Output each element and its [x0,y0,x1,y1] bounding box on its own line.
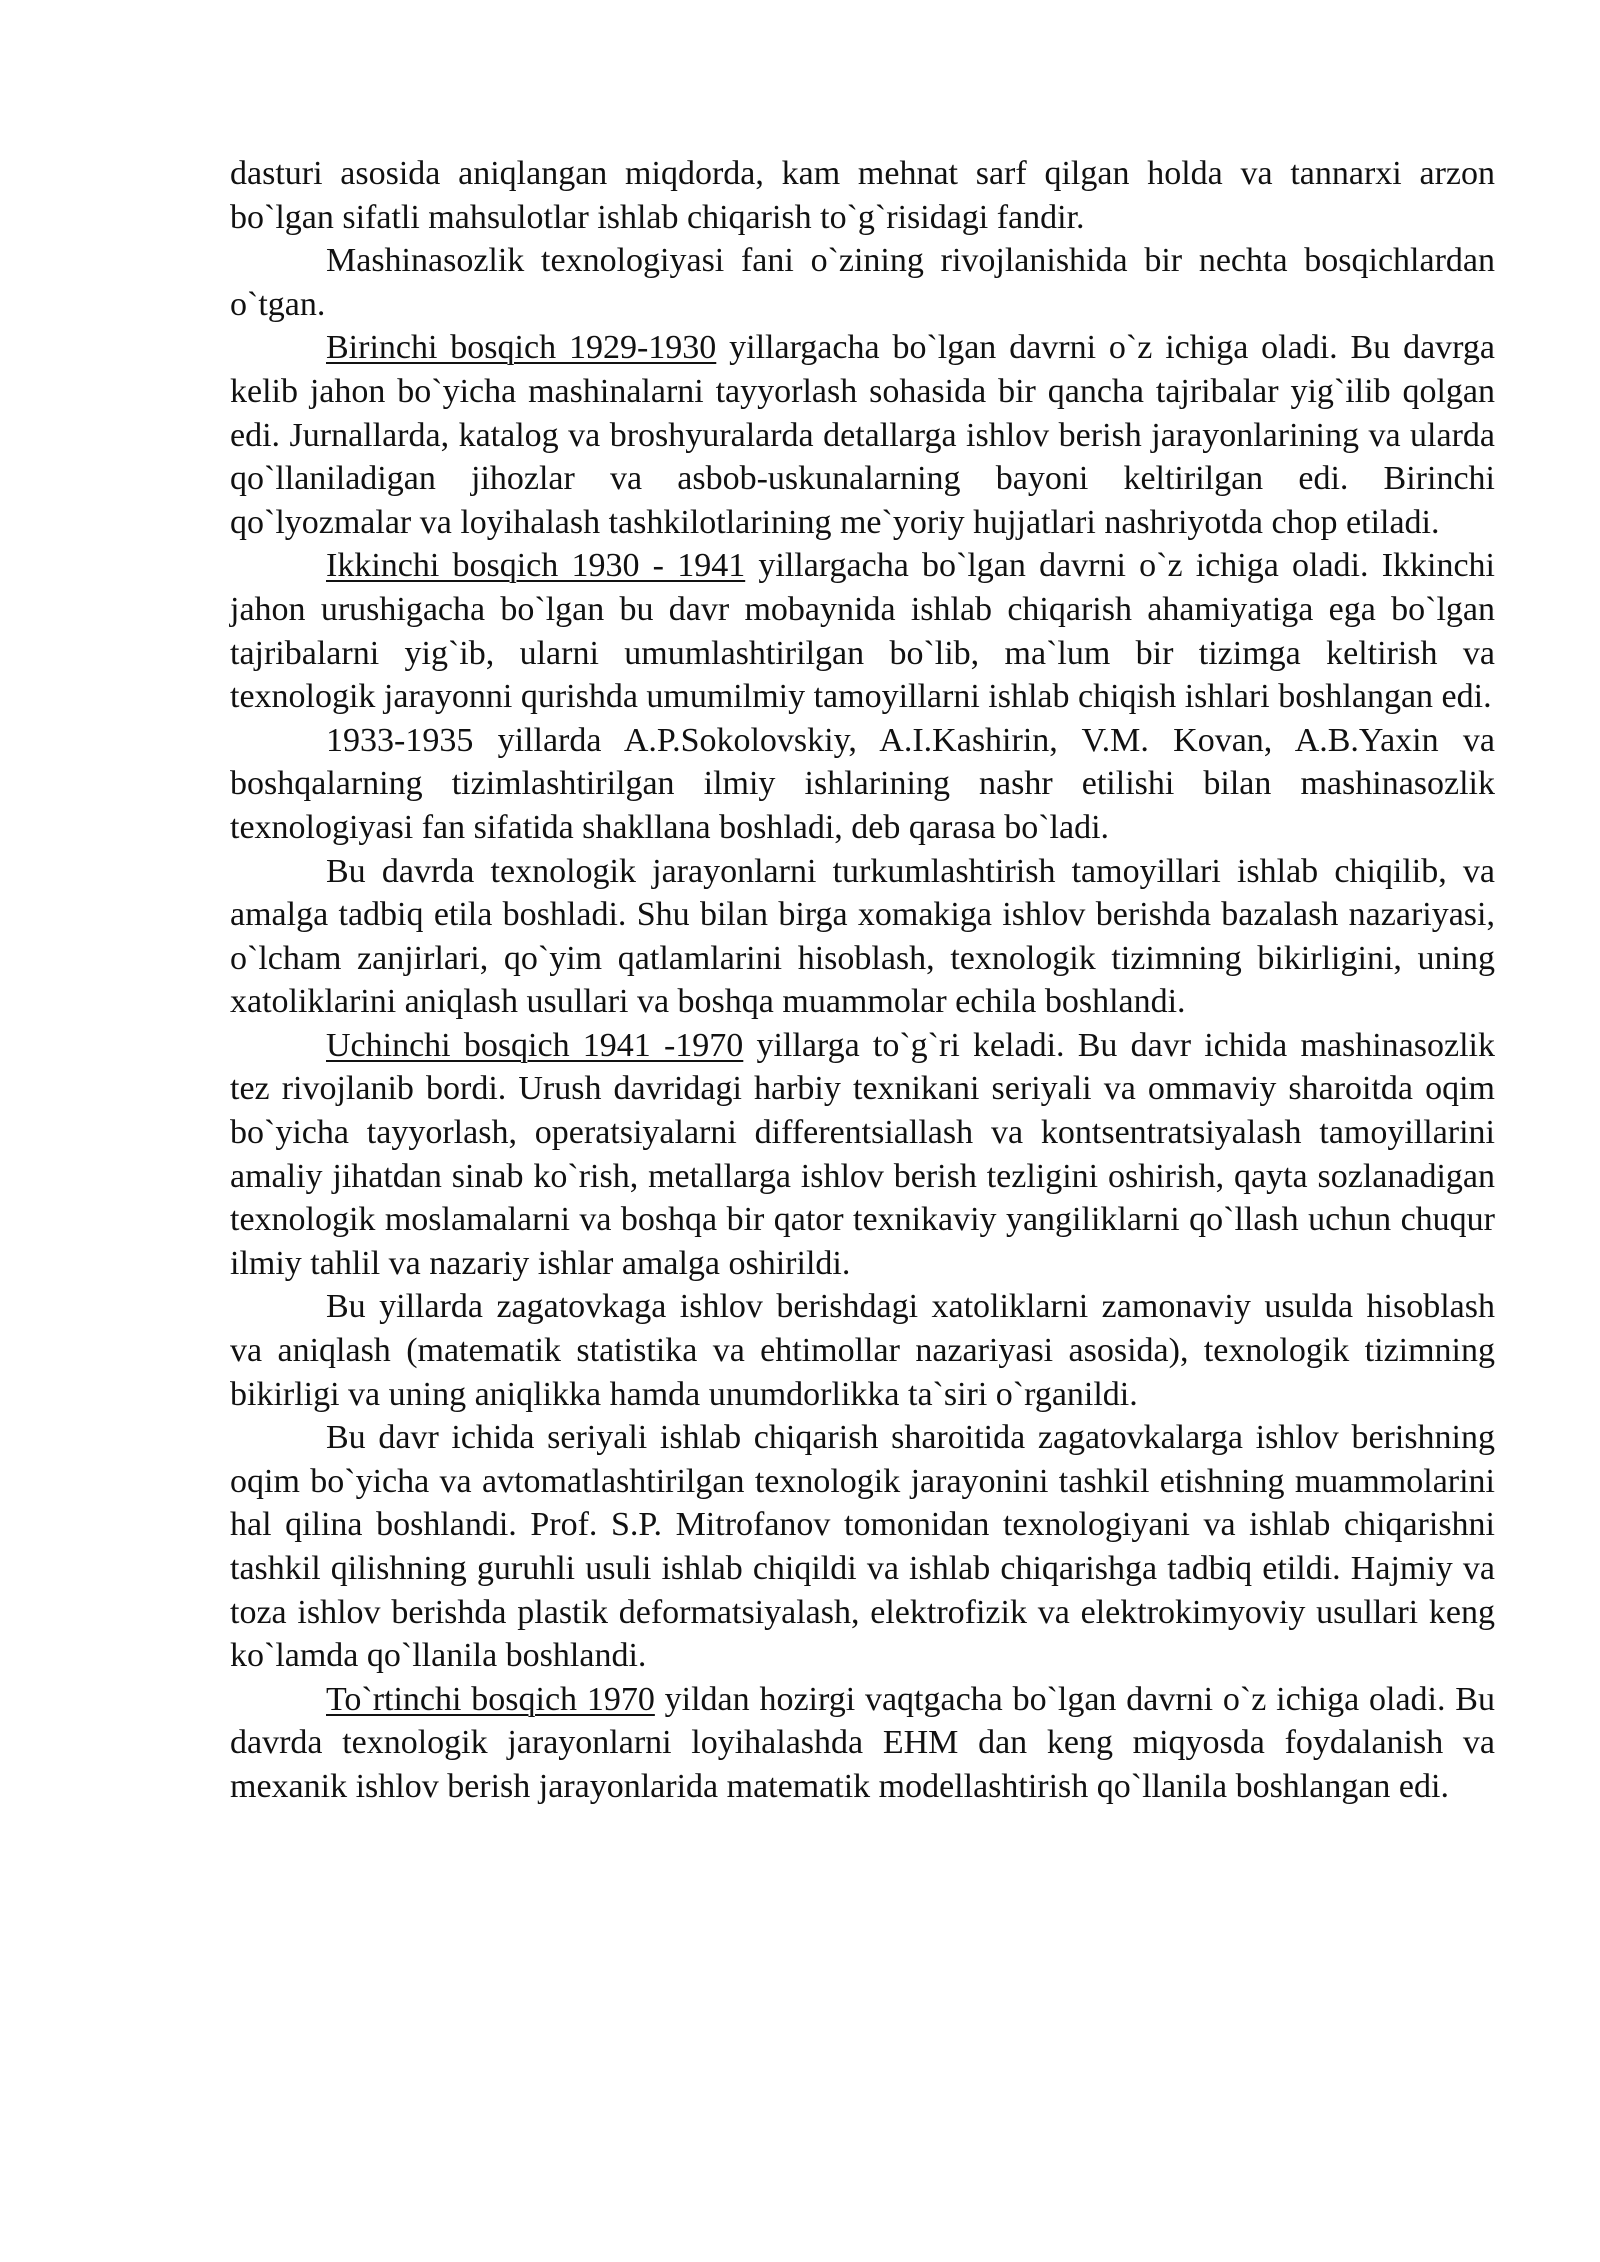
paragraph-stage-3-production [230,1416,1495,1678]
paragraph-text: Bu davr ichida seriyali ishlab chiqarish sharoitida zagatovkalarga ishlov berishning oqim bo`yicha va avtomatlashtirilgan texnologik jarayonini tashkil etishning muammolarini hal qilina boshlandi. Prof. S.P. Mitrofanov tomonidan texnologiyani va ishlab chiqarishni tashkil qilishning guruhli usuli ishlab chiqildi va ishlab chiqarishga tadbiq etildi. Hajmiy va toza ishlov berishda plastik deformatsiyalash, elektrofizik va elektrokimyoviy usullari keng ko`lamda qo`llanila boshlandi. [230,1419,1495,1675]
paragraph-text: yillargacha bo`lgan davrni o`z ichiga oladi. Bu davrga kelib jahon bo`yicha mashinalarni tayyorlash sohasida bir qancha tajribalar yig`ilib qolgan edi. Jurnallarda, katalog va broshyuralarda detallarga ishlov berish jarayonlarining va ularda qo`llaniladigan jihozlar va asbob-uskunalarning bayoni keltirilgan edi. Birinchi qo`lyozmalar va loyihalash tashkilotlarining me`yoriy hujjatlari nashriyotda chop etiladi. [230,329,1495,541]
stage-2-heading: Ikkinchi bosqich 1930 - 1941 [326,547,746,585]
paragraph-text: Mashinasozlik texnologiyasi fani o`zining rivojlanishida bir nechta bosqichlardan o`tgan. [230,242,1495,323]
paragraph-stage-1 [230,326,1495,544]
paragraph-text: dasturi asosida aniqlangan miqdorda, kam mehnat sarf qilgan holda va tannarxi arzon bo`lgan sifatli mahsulotlar ishlab chiqarish to`g`risidagi fandir. [230,155,1495,236]
paragraph-text: yillargacha bo`lgan davrni o`z ichiga oladi. Ikkinchi jahon urushigacha bo`lgan bu davr mobaynida ishlab chiqarish ahamiyatiga ega bo`lgan tajribalarni yig`ib, ularni umumlashtirilgan bo`lib, ma`lum bir tizimga keltirish va texnologik jarayonni qurishda umumilmiy tamoyillarni ishlab chiqish ishlari boshlangan edi. [230,547,1496,716]
paragraph-stages-intro [230,239,1495,326]
paragraph-stage-2-details [230,850,1495,1024]
paragraph-text: Bu davrda texnologik jarayonlarni turkumlashtirish tamoyillari ishlab chiqilib, va amalga tadbiq etila boshladi. Shu bilan birga xomakiga ishlov berishda bazalash nazariyasi, o`lcham zanjirlari, qo`yim qatlamlarini hisoblash, texnologik tizimning bikirligini, uning xatoliklarini aniqlash usullari va boshqa muammolar echila boshlandi. [230,852,1495,1021]
stage-3-heading: Uchinchi bosqich 1941 -1970 [326,1026,744,1064]
paragraph-stage-3-errors [230,1285,1495,1416]
paragraph-text: yillarga to`g`ri keladi. Bu davr ichida mashinasozlik tez rivojlanib bordi. Urush davridagi harbiy texnikani seriyali va ommaviy sharoitda oqim bo`yicha tayyorlash, operatsiyalarni differentsiallash va kontsentratsiyalash tamoyillarini amaliy jihatdan sinab ko`rish, metallarga ishlov berish tezligini oshirish, qayta sozlanadigan texnologik moslamalarni va boshqa bir qator texnikaviy yangiliklarni qo`llash uchun chuqur ilmiy tahlil va nazariy ishlar amalga oshirildi. [230,1026,1495,1282]
document-page [230,152,1495,1809]
paragraph-intro-continuation [230,152,1495,239]
paragraph-stage-2 [230,544,1495,718]
paragraph-text: Bu yillarda zagatovkaga ishlov berishdagi xatoliklarni zamonaviy usulda hisoblash va aniqlash (matematik statistika va ehtimollar nazariyasi asosida), texnologik tizimning bikirligi va uning aniqlikka hamda unumdorlikka ta`siri o`rganildi. [230,1288,1495,1413]
paragraph-text: yildan hozirgi vaqtgacha bo`lgan davrni o`z ichiga oladi. Bu davrda texnologik jarayonlarni loyihalashda EHM dan keng miqyosda foydalanish va mexanik ishlov berish jarayonlarida matematik modellashtirish qo`llanila boshlangan edi. [230,1680,1495,1805]
stage-1-heading: Birinchi bosqich 1929-1930 [326,329,717,367]
paragraph-stage-4 [230,1678,1495,1809]
paragraph-stage-3 [230,1024,1495,1286]
stage-4-heading: To`rtinchi bosqich 1970 [326,1680,655,1718]
paragraph-text: 1933-1935 yillarda A.P.Sokolovskiy, A.I.Kashirin, V.M. Kovan, A.B.Yaxin va boshqalarning tizimlashtirilgan ilmiy ishlarining nashr etilishi bilan mashinasozlik texnologiyasi fan sifatida shakllana boshladi, deb qarasa bo`ladi. [230,721,1495,846]
paragraph-1933-1935 [230,719,1495,850]
